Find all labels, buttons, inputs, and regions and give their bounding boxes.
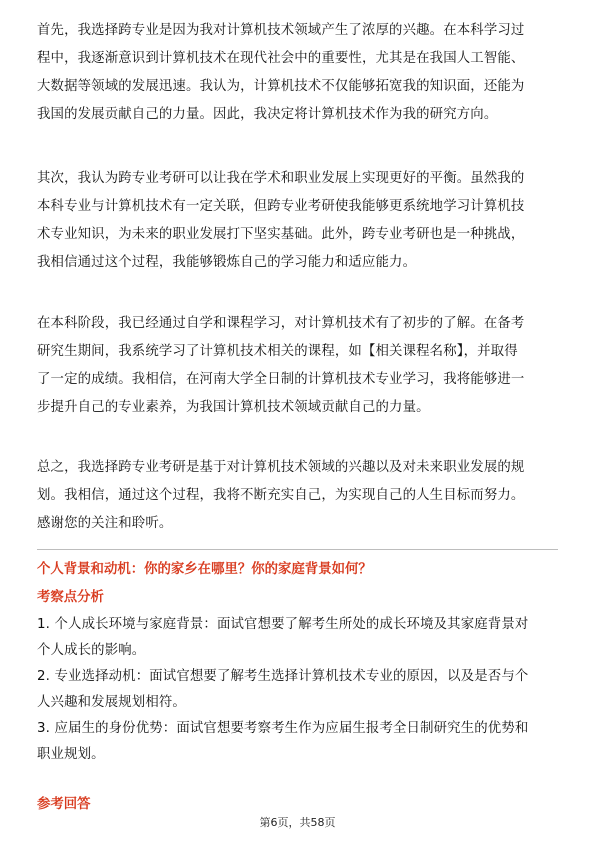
paragraph-2 [37,165,561,277]
list-item: 2. 专业选择动机：面试官想要了解考生选择计算机技术专业的原因，以及是否与个 [37,669,529,684]
list-item: 3. 应届生的身份优势：面试官想要考察考生作为应届生报考全日制研究生的优势和 [37,721,529,736]
paragraph-line: 其次，我认为跨专业考研可以让我在学术和职业发展上实现更好的平衡。虽然我的 [37,171,525,186]
analysis-heading: 考察点分析 [37,590,104,605]
paragraph-line: 总之，我选择跨专业考研是基于对计算机技术领域的兴趣以及对未来职业发展的规 [37,460,525,475]
section-divider [37,549,558,550]
question-title: 个人背景和动机：你的家乡在哪里？你的家庭背景如何？ [37,562,372,577]
paragraph-line: 在本科阶段，我已经通过自学和课程学习，对计算机技术有了初步的了解。在备考 [37,316,525,331]
paragraph-3 [37,310,561,422]
paragraph-line: 步提升自己的专业素养，为我国计算机技术领域贡献自己的力量。 [37,400,430,415]
paragraph-line: 划。我相信，通过这个过程，我将不断充实自己，为实现自己的人生目标而努力。 [37,488,525,503]
list-item: 1. 个人成长环境与家庭背景：面试官想要了解考生所处的成长环境及其家庭背景对 [37,617,529,632]
paragraph-line: 感谢您的关注和聆听。 [37,516,173,531]
paragraph-line: 大数据等领域的发展迅速。我认为，计算机技术不仅能够拓宽我的知识面，还能为 [37,79,525,94]
list-item-continuation: 职业规划。 [37,747,105,762]
paragraph-line: 术专业知识，为未来的职业发展打下坚实基础。此外，跨专业考研也是一种挑战， [37,227,525,242]
paragraph-4 [37,454,561,538]
paragraph-line: 程中，我逐渐意识到计算机技术在现代社会中的重要性，尤其是在我国人工智能、 [37,51,525,66]
answer-heading: 参考回答 [37,797,91,812]
paragraph-1 [37,17,561,129]
paragraph-line: 首先，我选择跨专业是因为我对计算机技术领域产生了浓厚的兴趣。在本科学习过 [37,23,525,38]
list-item-continuation: 个人成长的影响。 [37,643,146,658]
analysis-list [37,612,561,768]
paragraph-line: 研究生期间，我系统学习了计算机技术相关的课程，如【相关课程名称】，并取得 [37,344,518,359]
paragraph-line: 我相信通过这个过程，我能够锻炼自己的学习能力和适应能力。 [37,255,417,270]
paragraph-line: 我国的发展贡献自己的力量。因此，我决定将计算机技术作为我的研究方向。 [37,107,498,122]
list-item-continuation: 人兴趣和发展规划相符。 [37,695,186,710]
paragraph-line: 了一定的成绩。我相信，在河南大学全日制的计算机技术专业学习，我将能够进一 [37,372,525,387]
page-number: 第6页，共58页 [259,816,336,829]
paragraph-line: 本科专业与计算机技术有一定关联，但跨专业考研使我能够更系统地学习计算机技 [37,199,525,214]
